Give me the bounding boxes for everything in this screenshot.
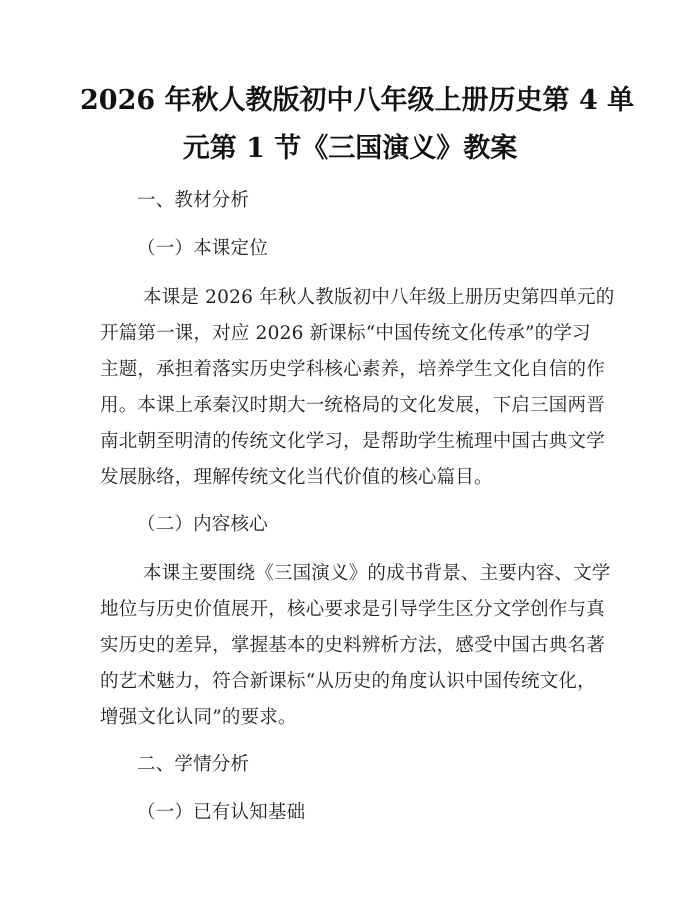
paragraph-1-line-1: 本课是 2026 年秋人教版初中八年级上册历史第四单元的 [143, 287, 615, 308]
paragraph-2-line-5: 增强文化认同”的要求。 [100, 707, 297, 728]
subsection-heading-1-1: （一）本课定位 [137, 238, 268, 259]
paragraph-2-line-3: 实历史的差异，掌握基本的史料辨析方法，感受中国古典名著 [100, 635, 605, 656]
document-title-line-1: 2026 年秋人教版初中八年级上册历史第 4 单 [80, 85, 635, 116]
document-title-line-2: 元第 1 节《三国演义》教案 [182, 133, 518, 164]
paragraph-1-line-3: 主题，承担着落实历史学科核心素养，培养学生文化自信的作 [100, 359, 605, 380]
paragraph-2-line-2: 地位与历史价值展开，核心要求是引导学生区分文学创作与真 [100, 599, 605, 620]
section-heading-2: 二、学情分析 [137, 754, 250, 775]
paragraph-1-line-4: 用。本课上承秦汉时期大一统格局的文化发展，下启三国两晋 [100, 395, 605, 416]
subsection-heading-1-2: （二）内容核心 [137, 514, 268, 535]
paragraph-1-line-2: 开篇第一课，对应 2026 新课标“中国传统文化传承”的学习 [100, 323, 591, 344]
section-heading-1: 一、教材分析 [137, 190, 250, 211]
paragraph-2-line-4: 的艺术魅力，符合新课标“从历史的角度认识中国传统文化， [100, 671, 596, 692]
subsection-heading-2-1: （一）已有认知基础 [137, 802, 306, 823]
paragraph-1-line-5: 南北朝至明清的传统文化学习，是帮助学生梳理中国古典文学 [100, 431, 605, 452]
paragraph-1-line-6: 发展脉络，理解传统文化当代价值的核心篇目。 [100, 467, 493, 488]
paragraph-2-line-1: 本课主要围绕《三国演义》的成书背景、主要内容、文学 [143, 563, 611, 584]
